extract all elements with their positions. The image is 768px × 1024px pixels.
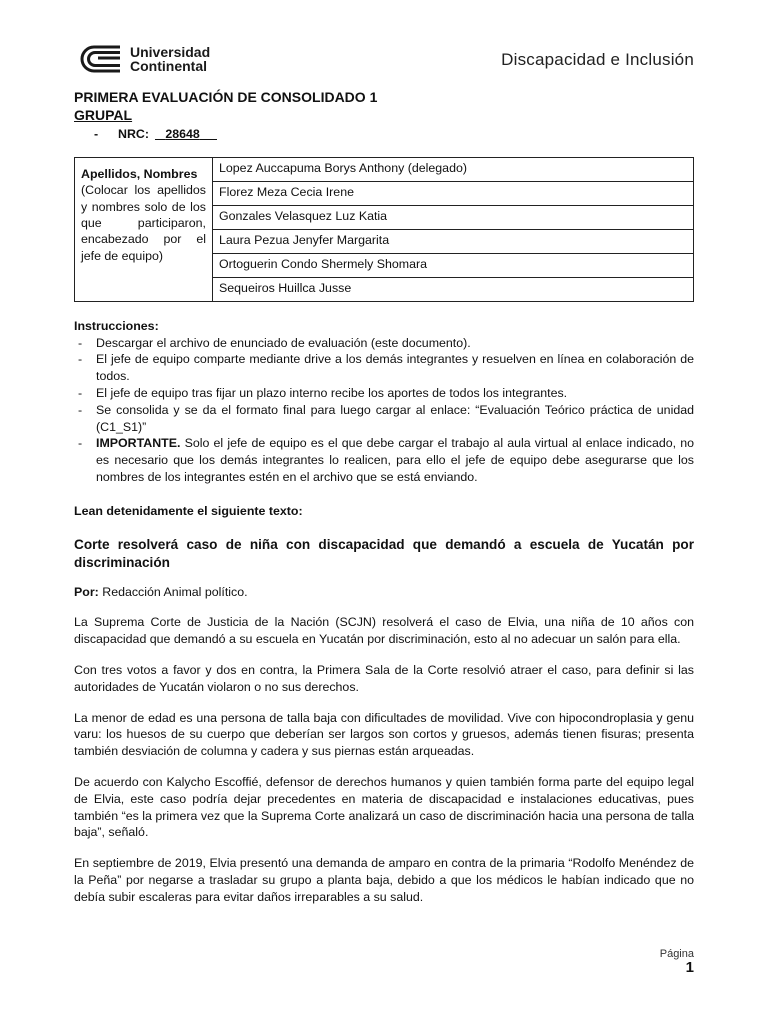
reading-lead: Lean detenidamente el siguiente texto: — [74, 503, 303, 518]
page-footer — [660, 948, 694, 976]
article-byline — [74, 584, 694, 601]
instruction-item: - Descargar el archivo de enunciado de evaluación (este documento). — [74, 335, 694, 352]
members-label-cell — [75, 157, 213, 301]
members-table — [74, 157, 694, 302]
article-title: Corte resolverá caso de niña con discapacidad que demandó a escuela de Yucatán por discriminación — [74, 536, 694, 570]
university-logo — [80, 44, 210, 74]
continental-logo-icon — [80, 44, 124, 74]
document-subtitle: GRUPAL — [74, 107, 133, 123]
nrc-line: - NRC: 28648 — [94, 127, 200, 141]
nrc-label: NRC: — [118, 127, 149, 141]
page-header — [80, 44, 694, 78]
instruction-item: - Se consolida y se da el formato final para luego cargar al enlace: “Evaluación Teórico práctica de unidad (C1_S1)” — [74, 402, 694, 436]
article-paragraph: Con tres votos a favor y dos en contra, la Primera Sala de la Corte resolvió atraer el caso, para definir si las autoridades de Yucatán violaron o no sus derechos. — [74, 662, 694, 694]
document-title: PRIMERA EVALUACIÓN DE CONSOLIDADO 1 — [74, 89, 378, 105]
nrc-value: 28648 — [165, 127, 200, 141]
important-text: Solo el jefe de equipo es el que debe cargar el trabajo al aula virtual al enlace indicado, no es necesario que los demás integrantes lo realicen, para ello el jefe de equipo debe asegurarse que los nombres de los integrantes estén en el archivo que se está enviando. — [96, 436, 694, 484]
member-name: Florez Meza Cecia Irene — [213, 181, 694, 205]
document-content — [74, 88, 694, 906]
instruction-item: - El jefe de equipo comparte mediante drive a los demás integrantes y resuelven en línea en colaboración de todos. — [74, 351, 694, 385]
byline-label: Por: — [74, 584, 99, 599]
page-number: 1 — [685, 959, 694, 976]
members-label: Apellidos, Nombres — [81, 166, 198, 181]
member-name: Lopez Auccapuma Borys Anthony (delegado) — [213, 157, 694, 181]
logo-line-2: Continental — [130, 58, 207, 74]
course-title: Discapacidad e Inclusión — [501, 50, 694, 69]
members-note: (Colocar los apellidos y nombres solo de los que participaron, encabezado por el jefe de equipo) — [81, 183, 206, 263]
instructions-list — [74, 335, 694, 486]
instruction-item: - El jefe de equipo tras fijar un plazo interno recibe los aportes de todos los integrantes. — [74, 385, 694, 402]
article-paragraph: De acuerdo con Kalycho Escoffié, defensor de derechos humanos y quien también forma parte del equipo legal de Elvia, este caso podría dejar precedentes en materia de discapacidad e instalaciones educativas, pues también “es la primera vez que la Suprema Corte analizará un caso de discriminación hacia una persona de talla baja”, señaló. — [74, 774, 694, 840]
member-name: Sequeiros Huillca Jusse — [213, 277, 694, 301]
article-paragraph: En septiembre de 2019, Elvia presentó una demanda de amparo en contra de la primaria “Rodolfo Menéndez de la Peña” por negarse a trasladar su grupo a planta baja, debido a que los médicos le habían indicado que no debía subir escaleras para evitar daños irreparables a su salud. — [74, 856, 694, 904]
instructions-title: Instrucciones: — [74, 318, 159, 333]
page-label: Página — [659, 948, 694, 960]
instruction-item-important — [74, 435, 694, 485]
member-name: Gonzales Velasquez Luz Katia — [213, 205, 694, 229]
article-paragraph: La Suprema Corte de Justicia de la Nación (SCJN) resolverá el caso de Elvia, una niña de 10 años con discapacidad que demandó a su escuela en Yucatán por discriminación, esto al no adecuar un salón para ella. — [74, 615, 694, 647]
byline-value: Redacción Animal político. — [98, 584, 248, 599]
article-paragraph: La menor de edad es una persona de talla baja con dificultades de movilidad. Vive con hipocondroplasia y genu varu: los huesos de su cuerpo que deberían ser largos son cortos y gruesos, además tienen fisuras; presenta también desviación de columna y cadera y sus piernas están arqueadas. — [74, 710, 694, 759]
logo-line-1: Universidad — [130, 44, 211, 60]
important-label: IMPORTANTE. — [96, 436, 181, 451]
member-name: Laura Pezua Jenyfer Margarita — [213, 229, 694, 253]
member-name: Ortoguerin Condo Shermely Shomara — [213, 253, 694, 277]
